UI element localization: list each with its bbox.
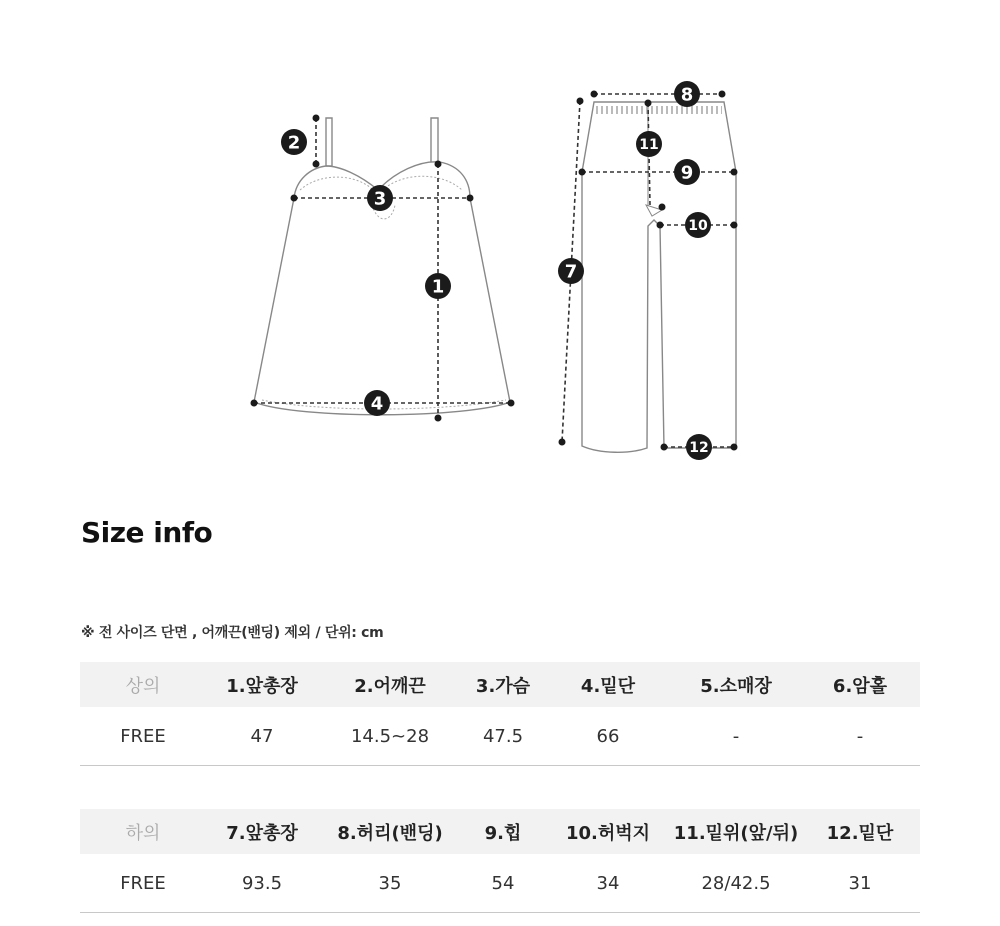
measurement-marker-1 [425, 273, 451, 299]
measurement-marker-9 [674, 159, 700, 185]
table-cell: 31 [800, 854, 920, 913]
table-cell: 93.5 [206, 854, 318, 913]
measurement-marker-label: 11 [639, 137, 659, 153]
table-header: 3.가슴 [462, 662, 544, 707]
table-header: 7.앞총장 [206, 809, 318, 854]
table-row [80, 854, 920, 913]
table-cell: FREE [80, 854, 206, 913]
table-cell: 14.5~28 [318, 707, 462, 766]
table-header: 1.앞총장 [206, 662, 318, 707]
table-header: 상의 [80, 662, 206, 707]
section-title: Size info [81, 516, 213, 549]
table-header: 4.밑단 [544, 662, 672, 707]
measurement-marker-label: 4 [370, 393, 384, 415]
table-header: 5.소매장 [672, 662, 800, 707]
table-cell: FREE [80, 707, 206, 766]
table-row [80, 707, 920, 766]
measurement-marker-10 [685, 212, 711, 238]
table-cell: - [800, 707, 920, 766]
table-cell: 66 [544, 707, 672, 766]
table-cell: 35 [318, 854, 462, 913]
measurement-marker-label: 10 [688, 218, 708, 234]
pants-illustration [582, 102, 736, 452]
measurement-marker-label: 3 [373, 188, 387, 210]
measurement-marker-3 [367, 185, 393, 211]
measurement-marker-label: 9 [680, 162, 694, 184]
table-cell: 28/42.5 [672, 854, 800, 913]
table-cell: 34 [544, 854, 672, 913]
measurement-marker-7 [558, 258, 584, 284]
measurement-marker-8 [674, 81, 700, 107]
measurement-marker-label: 1 [431, 276, 445, 298]
table-header-row [80, 809, 920, 854]
table-header: 하의 [80, 809, 206, 854]
table-cell: 47.5 [462, 707, 544, 766]
table-header: 10.허벅지 [544, 809, 672, 854]
measurement-note: ※ 전 사이즈 단면 , 어깨끈(밴딩) 제외 / 단위: cm [81, 625, 384, 641]
camisole-illustration [254, 118, 510, 415]
table-header: 11.밑위(앞/뒤) [672, 809, 800, 854]
measurement-marker-2 [281, 129, 307, 155]
table-header: 12.밑단 [800, 809, 920, 854]
top-size-table [80, 662, 920, 766]
table-header-row [80, 662, 920, 707]
table-header: 6.암홀 [800, 662, 920, 707]
measurement-marker-label: 8 [680, 84, 694, 106]
measurement-marker-4 [364, 390, 390, 416]
measurement-marker-label: 7 [564, 261, 578, 283]
measurement-marker-label: 12 [689, 440, 709, 456]
measurement-marker-12 [686, 434, 712, 460]
bottom-size-table [80, 809, 920, 913]
table-cell: 47 [206, 707, 318, 766]
measurement-marker-label: 2 [287, 132, 301, 154]
table-cell: 54 [462, 854, 544, 913]
table-cell: - [672, 707, 800, 766]
table-header: 8.허리(밴딩) [318, 809, 462, 854]
measurement-marker-11 [636, 131, 662, 157]
table-header: 9.힙 [462, 809, 544, 854]
table-header: 2.어깨끈 [318, 662, 462, 707]
